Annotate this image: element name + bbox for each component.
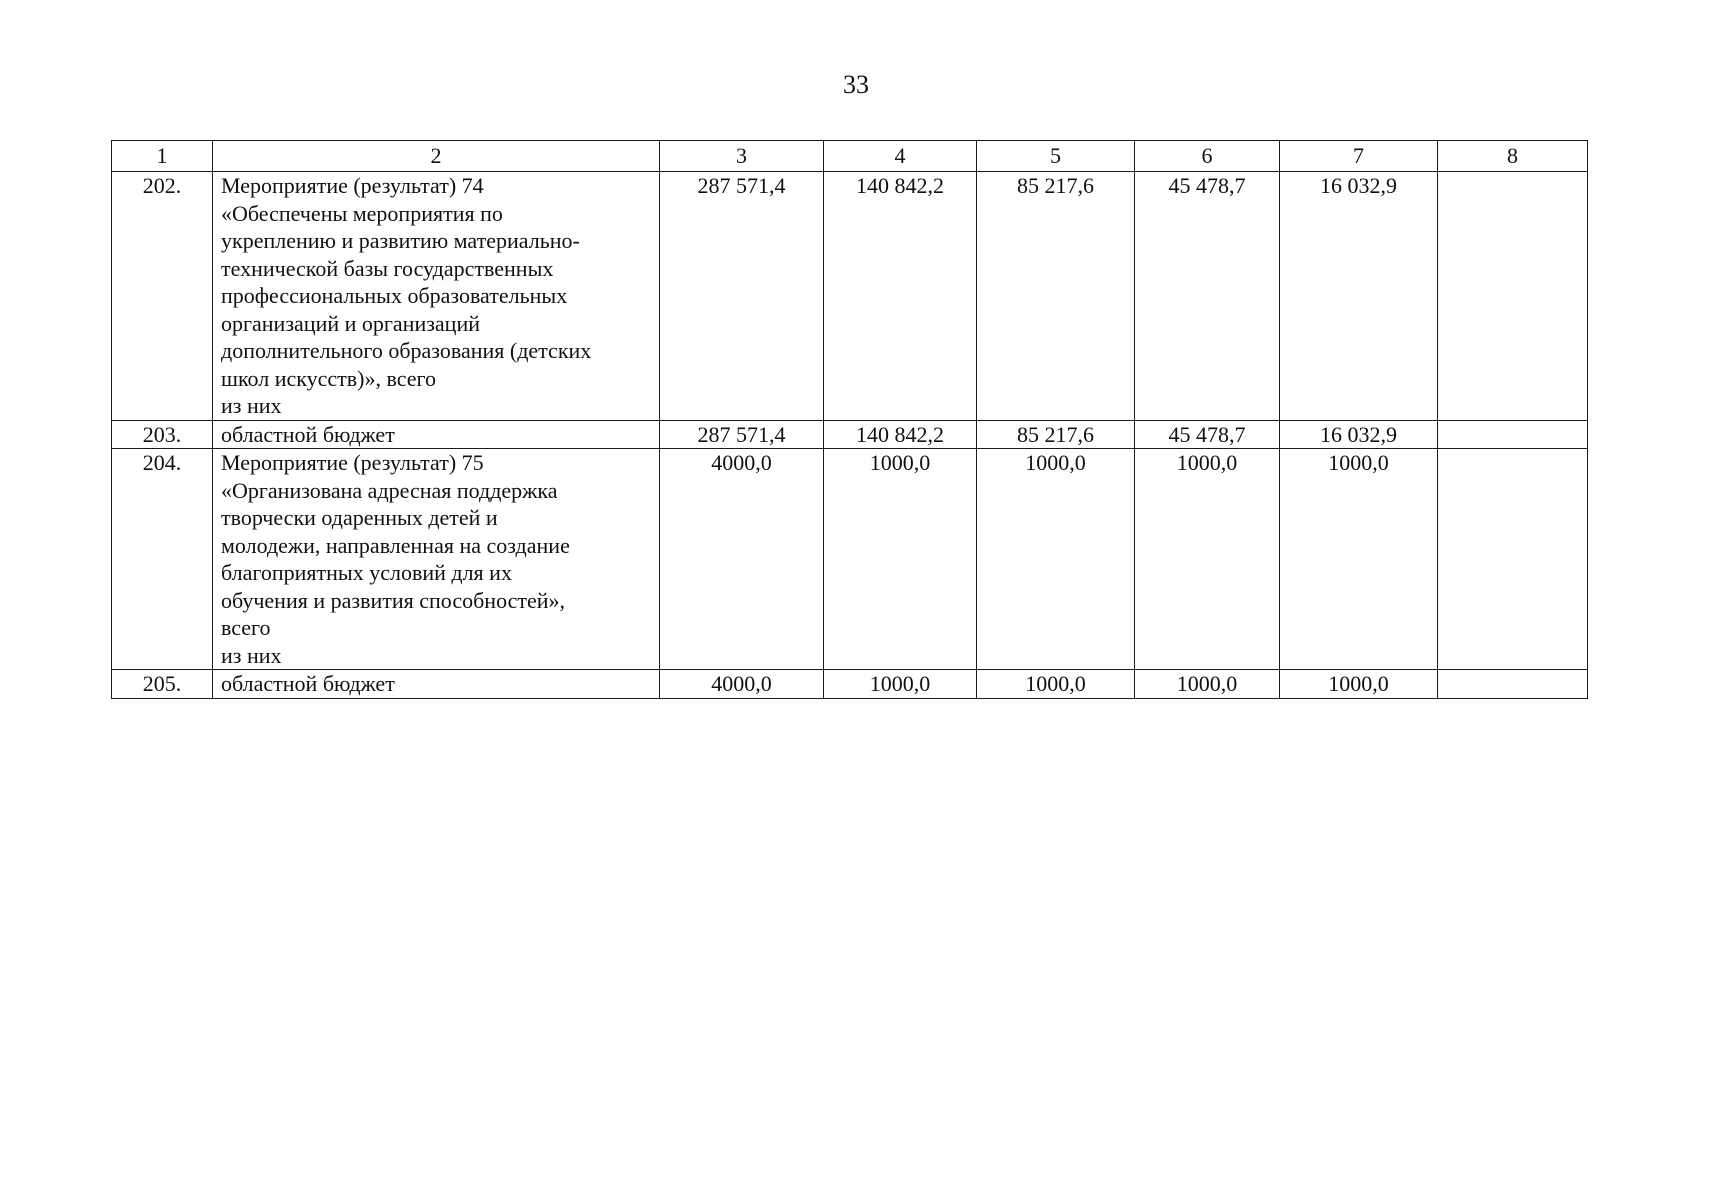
row-name-line: из них: [221, 642, 282, 668]
column-header-4: 4: [824, 141, 977, 172]
column-header-1: 1: [112, 141, 213, 172]
row-name-line: профессиональных образовательных: [221, 283, 568, 308]
page-number: 33: [843, 70, 869, 99]
row-name-line: «Обеспечены мероприятия по: [221, 200, 503, 226]
cell-col-3: 4000,0: [660, 449, 824, 670]
cell-col-4: 1000,0: [824, 449, 977, 670]
cell-col-6: 1000,0: [1135, 449, 1280, 670]
cell-col-6: 45 478,7: [1135, 420, 1280, 449]
column-header-7: 7: [1280, 141, 1438, 172]
row-name: [213, 172, 660, 421]
cell-col-7: 16 032,9: [1280, 172, 1438, 421]
row-number: 202.: [112, 172, 213, 421]
row-name-line: Мероприятие (результат) 74: [221, 173, 484, 198]
row-name: [213, 449, 660, 670]
row-name-line: обучения и развития способностей»,: [221, 587, 566, 613]
table-row: [112, 449, 1588, 670]
cell-col-6: 1000,0: [1135, 670, 1280, 699]
row-name-line: дополнительного образования (детских: [221, 338, 592, 363]
row-name-line: областной бюджет: [221, 671, 395, 696]
cell-col-5: 1000,0: [977, 449, 1135, 670]
table-row: [112, 172, 1588, 421]
cell-col-3: 287 571,4: [660, 172, 824, 421]
row-name-line: школ искусств)», всего: [221, 365, 437, 391]
row-name-line: из них: [221, 393, 282, 418]
cell-col-4: 140 842,2: [824, 420, 977, 449]
row-name-line: Мероприятие (результат) 75: [221, 450, 484, 475]
cell-col-7: 16 032,9: [1280, 420, 1438, 449]
header-row: [112, 141, 1588, 172]
cell-col-3: 287 571,4: [660, 420, 824, 449]
row-name-line: творчески одаренных детей и: [221, 505, 498, 530]
column-header-8: 8: [1438, 141, 1588, 172]
cell-col-8: [1438, 420, 1588, 449]
cell-col-5: 85 217,6: [977, 420, 1135, 449]
cell-col-8: [1438, 449, 1588, 670]
column-header-5: 5: [977, 141, 1135, 172]
row-name-line: всего: [221, 615, 271, 640]
cell-col-5: 85 217,6: [977, 172, 1135, 421]
row-name-line: укреплению и развитию материально-: [221, 228, 580, 253]
column-header-2: 2: [213, 141, 660, 172]
column-header-6: 6: [1135, 141, 1280, 172]
row-name: [213, 670, 660, 699]
row-number: 203.: [112, 420, 213, 449]
cell-col-4: 140 842,2: [824, 172, 977, 421]
cell-col-5: 1000,0: [977, 670, 1135, 699]
row-name-line: молодежи, направленная на создание: [221, 532, 570, 558]
row-name-line: благоприятных условий для их: [221, 560, 512, 585]
cell-col-8: [1438, 670, 1588, 699]
cell-col-8: [1438, 172, 1588, 421]
row-name-line: областной бюджет: [221, 421, 395, 447]
cell-col-7: 1000,0: [1280, 449, 1438, 670]
column-header-3: 3: [660, 141, 824, 172]
row-number: 205.: [112, 670, 213, 699]
row-name-line: «Организована адресная поддержка: [221, 477, 558, 503]
table-row: [112, 670, 1588, 699]
cell-col-6: 45 478,7: [1135, 172, 1280, 421]
row-name-line: технической базы государственных: [221, 255, 554, 281]
budget-table: [111, 140, 1588, 699]
cell-col-3: 4000,0: [660, 670, 824, 699]
row-number: 204.: [112, 449, 213, 670]
table-row: [112, 420, 1588, 449]
cell-col-4: 1000,0: [824, 670, 977, 699]
cell-col-7: 1000,0: [1280, 670, 1438, 699]
row-name-line: организаций и организаций: [221, 310, 480, 336]
row-name: [213, 420, 660, 449]
